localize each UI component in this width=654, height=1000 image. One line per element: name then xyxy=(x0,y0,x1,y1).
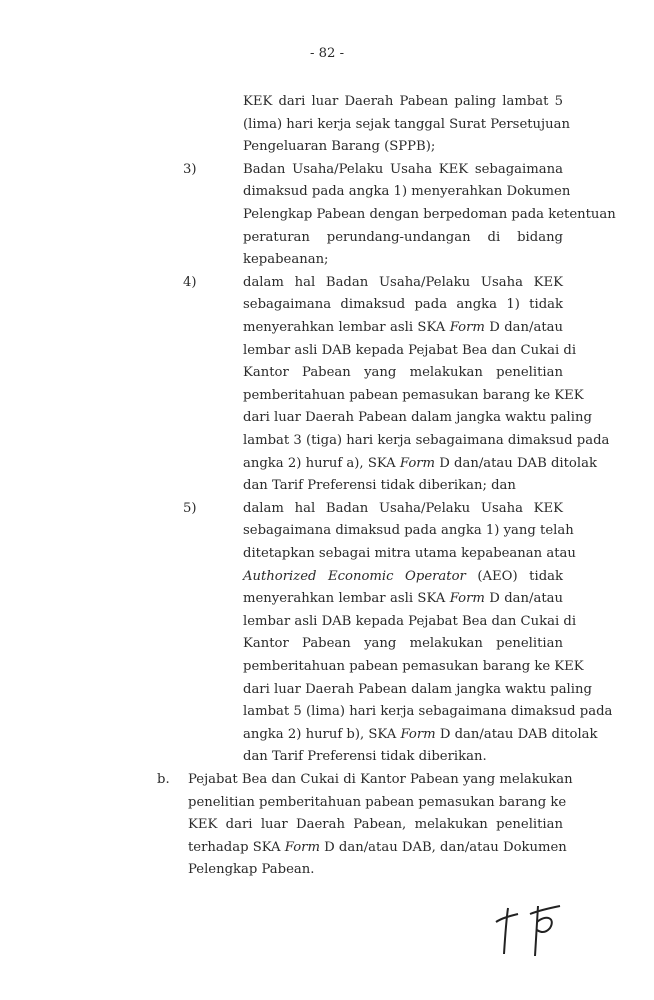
text-segment: Kantor Pabean yang melakukan penelitian xyxy=(243,636,563,652)
list-item xyxy=(243,91,570,159)
text-line xyxy=(188,792,567,815)
initials-signature xyxy=(490,900,570,960)
text-line xyxy=(243,543,576,566)
text-segment: dari luar Daerah Pabean dalam jangka waktu paling xyxy=(243,681,592,697)
text-line xyxy=(243,159,563,182)
text-line xyxy=(243,679,592,702)
text-line xyxy=(243,407,592,430)
list-item xyxy=(243,272,610,498)
text-segment: menyerahkan lembar asli SKA xyxy=(243,319,450,335)
text-line xyxy=(243,633,563,656)
text-line xyxy=(243,498,563,521)
list-item xyxy=(243,159,616,272)
text-line xyxy=(243,181,571,204)
text-line xyxy=(188,859,563,882)
text-line xyxy=(243,453,597,476)
text-segment: lambat 5 (lima) hari kerja sebagaimana dimaksud pada xyxy=(243,704,613,720)
text-line xyxy=(243,588,563,611)
text-segment: dalam hal Badan Usaha/Pelaku Usaha KEK xyxy=(243,274,563,290)
list-marker: 5) xyxy=(183,500,197,516)
text-line xyxy=(243,317,563,340)
italic-term: Authorized Economic Operator xyxy=(243,568,466,584)
text-segment: pemberitahuan pabean pemasukan barang ke KEK xyxy=(243,387,584,403)
list-item xyxy=(188,769,573,882)
list-item xyxy=(243,498,613,769)
list-marker: 3) xyxy=(183,161,197,177)
list-marker: 4) xyxy=(183,274,197,290)
text-segment: D dan/atau xyxy=(484,319,564,335)
text-segment: Pengeluaran Barang (SPPB); xyxy=(243,139,436,155)
text-line xyxy=(243,611,577,634)
text-line xyxy=(243,362,563,385)
text-line xyxy=(243,227,563,250)
italic-term: Form xyxy=(449,319,485,335)
text-line xyxy=(243,701,613,724)
text-segment: sebagaimana dimaksud pada angka 1) tidak xyxy=(243,297,563,313)
text-line xyxy=(243,340,577,363)
text-segment: angka 2) huruf a), SKA xyxy=(243,455,400,471)
text-line xyxy=(188,814,563,837)
text-segment: dalam hal Badan Usaha/Pelaku Usaha KEK xyxy=(243,500,563,516)
page-number: - 82 - xyxy=(309,46,345,61)
text-segment: dan Tarif Preferensi tidak diberikan. xyxy=(243,749,487,765)
text-line xyxy=(243,249,563,272)
text-line xyxy=(243,91,563,114)
text-segment: lembar asli DAB kepada Pejabat Bea dan Cukai di xyxy=(243,613,577,629)
text-line xyxy=(243,136,563,159)
text-segment: kepabeanan; xyxy=(243,252,329,268)
text-segment: Kantor Pabean yang melakukan penelitian xyxy=(243,365,563,381)
text-segment: D dan/atau DAB ditolak xyxy=(435,455,597,471)
text-segment: D dan/atau DAB ditolak xyxy=(435,726,598,742)
text-line xyxy=(243,656,584,679)
text-line xyxy=(243,272,563,295)
text-segment: Badan Usaha/Pelaku Usaha KEK sebagaimana xyxy=(243,161,563,177)
text-segment: dan Tarif Preferensi tidak diberikan; dan xyxy=(243,478,516,494)
text-segment: Pelengkap Pabean dengan berpedoman pada ketentuan xyxy=(243,206,616,222)
text-line xyxy=(243,385,584,408)
text-segment: ditetapkan sebagai mitra utama kepabeanan atau xyxy=(243,545,576,561)
italic-term: Form xyxy=(284,839,320,855)
text-segment: peraturan perundang-undangan di bidang xyxy=(243,229,563,245)
text-segment: pemberitahuan pabean pemasukan barang ke KEK xyxy=(243,658,584,674)
text-segment: terhadap SKA xyxy=(188,839,285,855)
text-segment: lembar asli DAB kepada Pejabat Bea dan Cukai di xyxy=(243,342,577,358)
italic-term: Form xyxy=(400,726,436,742)
text-segment: sebagaimana dimaksud pada angka 1) yang telah xyxy=(243,523,574,539)
text-line xyxy=(243,520,574,543)
text-line xyxy=(243,204,616,227)
text-segment: Pelengkap Pabean. xyxy=(188,862,315,878)
italic-term: Form xyxy=(449,591,485,607)
text-segment: angka 2) huruf b), SKA xyxy=(243,726,401,742)
text-line xyxy=(243,724,598,747)
text-line xyxy=(243,430,610,453)
text-line xyxy=(243,746,563,769)
text-line xyxy=(243,294,563,317)
text-segment: dari luar Daerah Pabean dalam jangka waktu paling xyxy=(243,410,592,426)
text-segment: lambat 3 (tiga) hari kerja sebagaimana dimaksud pada xyxy=(243,432,610,448)
text-line xyxy=(243,566,563,589)
text-segment: KEK dari luar Daerah Pabean, melakukan penelitian xyxy=(188,817,563,833)
text-line xyxy=(243,114,570,137)
text-line xyxy=(188,769,573,792)
text-segment: menyerahkan lembar asli SKA xyxy=(243,591,450,607)
text-segment: D dan/atau DAB, dan/atau Dokumen xyxy=(319,839,567,855)
text-segment: penelitian pemberitahuan pabean pemasukan barang ke xyxy=(188,794,567,810)
text-segment: KEK dari luar Daerah Pabean paling lambat 5 xyxy=(243,94,563,109)
italic-term: Form xyxy=(399,455,436,471)
text-segment: Pejabat Bea dan Cukai di Kantor Pabean yang melakukan xyxy=(188,772,573,787)
text-line xyxy=(188,837,567,860)
text-segment: (AEO) tidak xyxy=(465,568,563,584)
text-segment: D dan/atau xyxy=(484,591,564,607)
list-marker: b. xyxy=(157,772,170,787)
text-segment: (lima) hari kerja sejak tanggal Surat Persetujuan xyxy=(243,116,570,132)
text-line xyxy=(243,475,563,498)
text-segment: dimaksud pada angka 1) menyerahkan Dokumen xyxy=(243,184,571,200)
